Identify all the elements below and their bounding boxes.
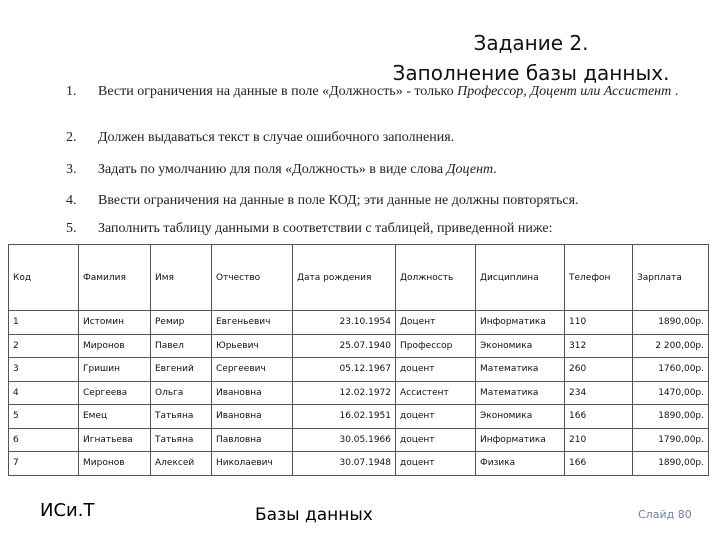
column-header: Дата рождения (293, 245, 396, 311)
table-cell: 166 (565, 452, 633, 476)
table-header-row (9, 245, 709, 311)
table-cell: Евгений (151, 358, 212, 382)
table-cell: Миронов (79, 334, 151, 358)
task-item-1 (66, 82, 696, 101)
table-cell: Алексей (151, 452, 212, 476)
table-cell: Николаевич (212, 452, 293, 476)
table-cell: 1890,00р. (633, 311, 709, 335)
task-item-5 (66, 219, 696, 238)
table-cell: 2 (9, 334, 79, 358)
table-cell: Сергеева (79, 381, 151, 405)
table-cell: 12.02.1972 (293, 381, 396, 405)
table-cell: Доцент (396, 311, 476, 335)
table-row (9, 405, 709, 429)
table-cell: 1 (9, 311, 79, 335)
table-cell: Истомин (79, 311, 151, 335)
footer-course-label: ИСи.Т (40, 500, 95, 521)
table-cell: Математика (476, 381, 565, 405)
table-cell: 30.05.1966 (293, 428, 396, 452)
table-cell: 110 (565, 311, 633, 335)
table-cell: 210 (565, 428, 633, 452)
slide-title (370, 28, 692, 88)
table-row (9, 334, 709, 358)
table-cell: Игнатьева (79, 428, 151, 452)
table-cell: 1470,00р. (633, 381, 709, 405)
table-cell: Евгеньевич (212, 311, 293, 335)
table-cell: Татьяна (151, 405, 212, 429)
table-cell: Гришин (79, 358, 151, 382)
task-number: 4. (66, 193, 77, 208)
task-text: Задать по умолчанию для поля «Должность» в виде слова Доцент. (98, 162, 497, 177)
table-cell: Емец (79, 405, 151, 429)
task-item-4 (66, 191, 696, 210)
table-row (9, 311, 709, 335)
table-row (9, 358, 709, 382)
table-cell: 5 (9, 405, 79, 429)
table-cell: доцент (396, 405, 476, 429)
table-row (9, 381, 709, 405)
table-cell: Миронов (79, 452, 151, 476)
column-header: Телефон (565, 245, 633, 311)
table-cell: 7 (9, 452, 79, 476)
table-cell: Татьяна (151, 428, 212, 452)
table-cell: Ремир (151, 311, 212, 335)
column-header: Имя (151, 245, 212, 311)
task-number: 3. (66, 162, 77, 177)
table-cell: Экономика (476, 334, 565, 358)
task-text: Ввести ограничения на данные в поле КОД; эти данные не должны повторяться. (98, 193, 579, 208)
employees-table (8, 244, 709, 476)
column-header: Отчество (212, 245, 293, 311)
table-cell: 1890,00р. (633, 405, 709, 429)
table-cell: Юрьевич (212, 334, 293, 358)
table-cell: Павел (151, 334, 212, 358)
table-cell: Ивановна (212, 381, 293, 405)
table-cell: 260 (565, 358, 633, 382)
column-header: Зарплата (633, 245, 709, 311)
table-cell: 3 (9, 358, 79, 382)
table-cell: 312 (565, 334, 633, 358)
title-line-1: Задание 2. (473, 31, 589, 55)
column-header: Должность (396, 245, 476, 311)
task-item-3 (66, 160, 696, 179)
column-header: Код (9, 245, 79, 311)
table-cell: Ассистент (396, 381, 476, 405)
task-text: Заполнить таблицу данными в соответствии с таблицей, приведенной ниже: (98, 221, 553, 236)
table-row (9, 428, 709, 452)
table-cell: 234 (565, 381, 633, 405)
table-cell: 2 200,00р. (633, 334, 709, 358)
table-cell: 30.07.1948 (293, 452, 396, 476)
table-cell: 4 (9, 381, 79, 405)
table-cell: 166 (565, 405, 633, 429)
task-text: Должен выдаваться текст в случае ошибочного заполнения. (98, 130, 455, 145)
table-cell: доцент (396, 452, 476, 476)
table-cell: 1890,00р. (633, 452, 709, 476)
table-cell: Информатика (476, 311, 565, 335)
task-number: 2. (66, 130, 77, 145)
table-cell: 05.12.1967 (293, 358, 396, 382)
table-cell: Профессор (396, 334, 476, 358)
task-text: Вести ограничения на данные в поле «Должность» - только Профессор, Доцент или Ассистент . (98, 84, 679, 99)
table-cell: 1790,00р. (633, 428, 709, 452)
table-cell: Физика (476, 452, 565, 476)
table-cell: 25.07.1940 (293, 334, 396, 358)
table-cell: доцент (396, 358, 476, 382)
table-cell: Математика (476, 358, 565, 382)
table-cell: Ольга (151, 381, 212, 405)
table-cell: Павловна (212, 428, 293, 452)
column-header: Дисциплина (476, 245, 565, 311)
table-cell: 23.10.1954 (293, 311, 396, 335)
task-item-2 (66, 128, 696, 147)
task-number: 1. (66, 84, 77, 99)
title-line-2: Заполнение базы данных. (392, 61, 670, 85)
table-cell: 16.02.1951 (293, 405, 396, 429)
task-number: 5. (66, 221, 77, 236)
table-row (9, 452, 709, 476)
table-cell: Экономика (476, 405, 565, 429)
table-cell: Ивановна (212, 405, 293, 429)
table-cell: 6 (9, 428, 79, 452)
table-cell: Информатика (476, 428, 565, 452)
column-header: Фамилия (79, 245, 151, 311)
footer-topic-label: Базы данных (255, 505, 373, 525)
table-cell: Сергеевич (212, 358, 293, 382)
table-cell: доцент (396, 428, 476, 452)
slide-number: Слайд 80 (638, 508, 692, 521)
table-cell: 1760,00р. (633, 358, 709, 382)
